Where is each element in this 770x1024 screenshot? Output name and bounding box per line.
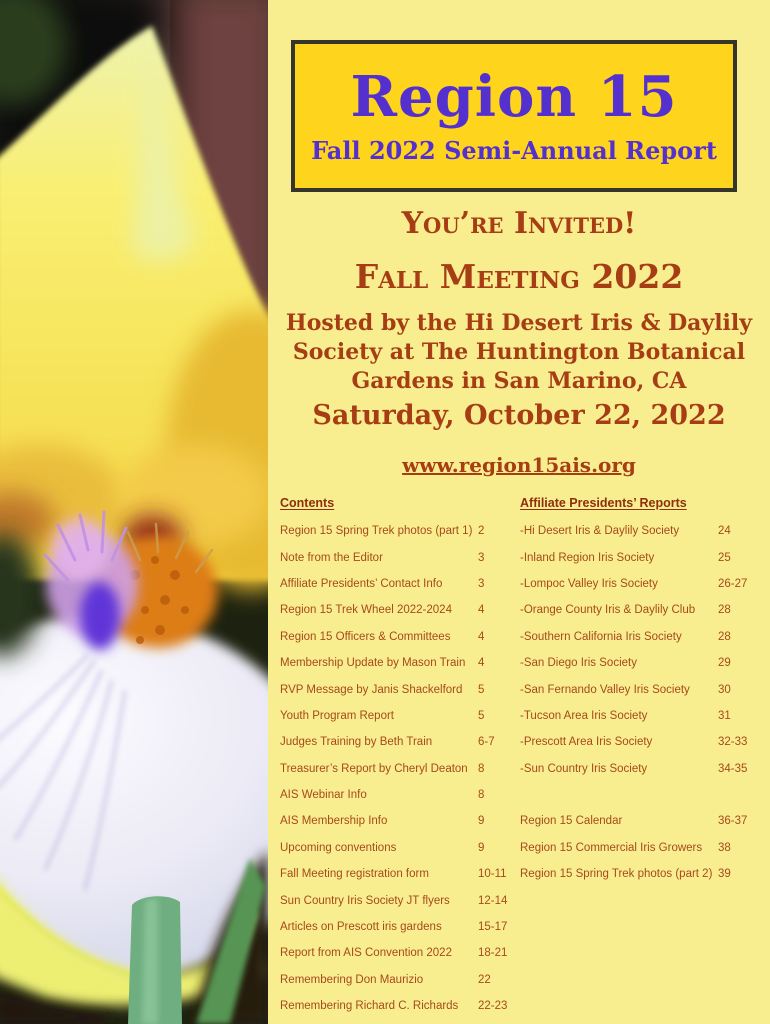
- invitation-headline: You’re Invited!: [401, 206, 637, 241]
- toc-item-label: Remembering Richard C. Richards: [280, 1000, 459, 1013]
- toc-item-pages: 38: [718, 841, 731, 854]
- toc-item-pages: 2: [478, 525, 485, 538]
- toc-item-label: Affiliate Presidents’ Contact Info: [280, 577, 443, 590]
- toc-item-pages: 12-14: [478, 894, 508, 907]
- toc-item-label: -Southern California Iris Society: [520, 630, 682, 643]
- contents-heading: Contents: [280, 496, 335, 510]
- toc-item-label: Note from the Editor: [280, 551, 383, 564]
- toc-row: [280, 756, 508, 782]
- toc-item-pages: 9: [478, 841, 485, 854]
- toc-item-pages: 4: [478, 657, 485, 670]
- toc-item-pages: 15-17: [478, 921, 508, 934]
- contents-list: [280, 518, 508, 1019]
- toc-item-label: -Tucson Area Iris Society: [520, 709, 648, 722]
- toc-item-pages: 3: [478, 577, 485, 590]
- toc-item-label: Sun Country Iris Society JT flyers: [280, 894, 450, 907]
- toc-item-pages: 4: [478, 604, 485, 617]
- toc-item-pages: 18-21: [478, 947, 508, 960]
- toc-item-pages: 31: [718, 709, 731, 722]
- toc-item-pages: 9: [478, 815, 485, 828]
- toc-item-label: -San Diego Iris Society: [520, 657, 637, 670]
- meeting-date: Saturday, October 22, 2022: [312, 400, 726, 431]
- toc-row: [520, 544, 764, 570]
- toc-item-pages: 22-23: [478, 1000, 508, 1013]
- toc-item-label: Membership Update by Mason Train: [280, 657, 466, 670]
- toc-item-pages: 30: [718, 683, 731, 696]
- iris-photo: [0, 0, 268, 1024]
- toc-row: [280, 782, 508, 808]
- toc-item-pages: 36-37: [718, 815, 748, 828]
- toc-item-label: Remembering Don Maurizio: [280, 973, 424, 986]
- toc-item-pages: 34-35: [718, 762, 748, 775]
- toc-item-pages: 3: [478, 551, 485, 564]
- contents-column: [280, 492, 508, 1019]
- toc-item-label: Region 15 Spring Trek photos (part 2): [520, 868, 713, 881]
- host-line-2: Society at The Huntington Botanical: [292, 339, 746, 365]
- toc-row: [280, 650, 508, 676]
- toc-row: [280, 914, 508, 940]
- toc-item-pages: 25: [718, 551, 731, 564]
- toc-item-pages: 8: [478, 762, 485, 775]
- toc-item-label: -Orange County Iris & Daylily Club: [520, 604, 696, 617]
- host-line-3: Gardens in San Marino, CA: [351, 368, 687, 394]
- toc-row: [520, 729, 764, 755]
- toc-row: [520, 571, 764, 597]
- toc-item-label: Fall Meeting registration form: [280, 868, 429, 881]
- toc-item-pages: 28: [718, 604, 731, 617]
- toc-row: [520, 835, 764, 861]
- toc-item-label: Youth Program Report: [280, 709, 395, 722]
- toc-item-label: AIS Webinar Info: [280, 789, 367, 802]
- toc-item-label: Region 15 Spring Trek photos (part 1): [280, 525, 473, 538]
- toc-item-label: -Lompoc Valley Iris Society: [520, 577, 658, 590]
- toc-item-pages: 8: [478, 789, 485, 802]
- toc-row: [520, 597, 764, 623]
- toc-item-pages: 24: [718, 525, 731, 538]
- toc-item-label: Upcoming conventions: [280, 841, 397, 854]
- meeting-headline: Fall Meeting 2022: [354, 257, 684, 296]
- toc-item-label: Judges Training by Beth Train: [280, 736, 433, 749]
- affiliate-reports-list: [520, 518, 764, 782]
- toc-item-label: Treasurer’s Report by Cheryl Deaton: [280, 762, 468, 775]
- website-band: [268, 453, 770, 477]
- toc-row: [520, 518, 764, 544]
- toc-item-label: Region 15 Commercial Iris Growers: [520, 841, 703, 854]
- toc-item-label: RVP Message by Janis Shackelford: [280, 683, 463, 696]
- masthead-box: [291, 40, 737, 192]
- toc-row: [280, 703, 508, 729]
- toc-item-pages: 32-33: [718, 736, 748, 749]
- region-items-list: [520, 808, 764, 887]
- toc-row: [280, 518, 508, 544]
- toc-row: [280, 835, 508, 861]
- toc-item-pages: 39: [718, 868, 731, 881]
- toc-row: [280, 808, 508, 834]
- toc-item-label: Articles on Prescott iris gardens: [280, 921, 442, 934]
- toc-row: [280, 624, 508, 650]
- toc-row: [280, 940, 508, 966]
- toc-item-label: -San Fernando Valley Iris Society: [520, 683, 690, 696]
- toc-item-pages: 28: [718, 630, 731, 643]
- toc-row: [520, 650, 764, 676]
- toc-item-label: Region 15 Trek Wheel 2022-2024: [280, 604, 452, 617]
- toc-row: [280, 967, 508, 993]
- toc-item-label: -Sun Country Iris Society: [520, 762, 648, 775]
- affiliate-reports-heading: Affiliate Presidents’ Reports: [520, 496, 687, 510]
- masthead-subtitle: Fall 2022 Semi-Annual Report: [311, 135, 717, 165]
- toc-row: [280, 571, 508, 597]
- toc-item-pages: 22: [478, 973, 491, 986]
- toc-item-label: Region 15 Calendar: [520, 815, 623, 828]
- toc-row: [280, 729, 508, 755]
- masthead-title: Region 15: [350, 63, 678, 130]
- toc-row: [280, 544, 508, 570]
- toc-item-pages: 10-11: [478, 868, 507, 881]
- toc-row: [520, 703, 764, 729]
- toc-item-label: -Prescott Area Iris Society: [520, 736, 653, 749]
- toc-row: [520, 808, 764, 834]
- toc-item-label: Report from AIS Convention 2022: [280, 947, 452, 960]
- host-line-1: Hosted by the Hi Desert Iris & Daylily: [285, 310, 753, 336]
- toc-row: [520, 676, 764, 702]
- website-link[interactable]: www.region15ais.org: [402, 453, 636, 477]
- toc-item-label: -Hi Desert Iris & Daylily Society: [520, 525, 680, 538]
- toc-item-pages: 5: [478, 709, 485, 722]
- toc-row: [520, 624, 764, 650]
- affiliate-reports-column: [520, 492, 764, 887]
- toc-item-pages: 5: [478, 683, 485, 696]
- toc-row: [280, 597, 508, 623]
- toc-row: [280, 887, 508, 913]
- toc-row: [280, 993, 508, 1019]
- host-text: [268, 309, 770, 396]
- toc-item-label: AIS Membership Info: [280, 815, 388, 828]
- toc-item-pages: 6-7: [478, 736, 495, 749]
- toc-row: [520, 756, 764, 782]
- toc-item-label: -Inland Region Iris Society: [520, 551, 655, 564]
- toc-item-label: Region 15 Officers & Committees: [280, 630, 451, 643]
- toc-row: [280, 861, 508, 887]
- toc-item-pages: 29: [718, 657, 731, 670]
- toc-item-pages: 26-27: [718, 577, 748, 590]
- toc-spacer: [520, 782, 764, 808]
- toc-row: [280, 676, 508, 702]
- toc-row: [520, 861, 764, 887]
- toc-item-pages: 4: [478, 630, 485, 643]
